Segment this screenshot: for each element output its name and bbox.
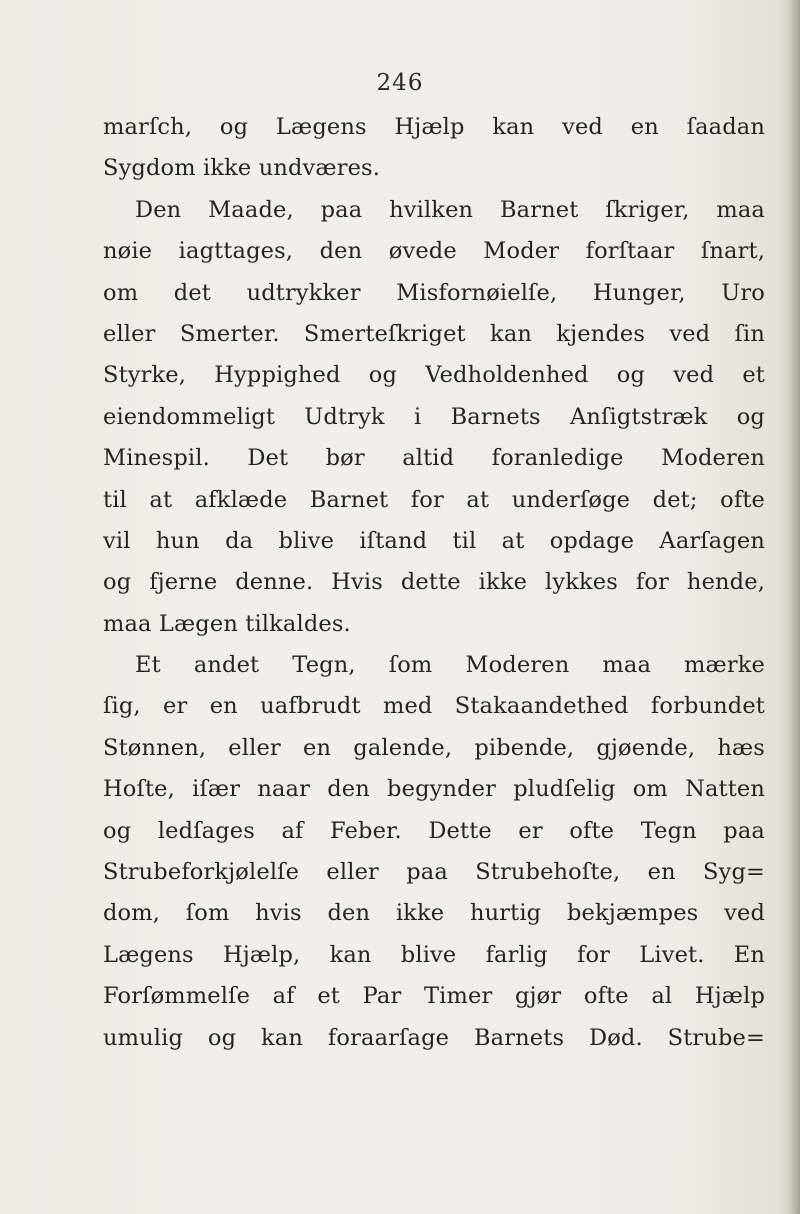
text-line: eiendommeligt Udtryk i Barnets Anſigtstræk og: [103, 403, 765, 430]
text-line: Strubeforkjølelſe eller paa Strubehoſte, en Syg=: [103, 859, 765, 886]
text-line: og ledſages af Feber. Dette er ofte Tegn paa: [103, 817, 765, 844]
text-line: til at afklæde Barnet for at underſøge det; ofte: [103, 486, 765, 513]
text-line: Den Maade, paa hvilken Barnet ſkriger, maa: [135, 196, 765, 223]
text-line: og fjerne denne. Hvis dette ikke lykkes for hende,: [103, 569, 765, 596]
text-line: nøie iagttages, den øvede Moder forſtaar ſnart,: [103, 238, 765, 265]
text-line: Sygdom ikke undværes.: [103, 155, 381, 182]
text-line: Minespil. Det bør altid foranledige Moderen: [103, 445, 765, 472]
text-line: Hoſte, iſær naar den begynder pludſelig om Natten: [103, 776, 765, 803]
text-line: Et andet Tegn, ſom Moderen maa mærke: [135, 652, 765, 679]
text-line: ſig, er en uafbrudt med Stakaandethed forbundet: [103, 693, 765, 720]
text-line: eller Smerter. Smerteſkriget kan kjendes ved ſin: [103, 320, 765, 347]
text-line: om det udtrykker Misfornøielſe, Hunger, Uro: [103, 279, 765, 306]
body-text: [103, 107, 765, 1059]
page-number: 246: [376, 70, 424, 96]
text-line: dom, ſom hvis den ikke hurtig bekjæmpes ved: [103, 900, 765, 927]
text-line: Styrke, Hyppighed og Vedholdenhed og ved et: [103, 362, 765, 389]
page-edge-shadow: [786, 0, 800, 1214]
text-line: Stønnen, eller en galende, pibende, gjøende, hæs: [103, 734, 765, 761]
text-line: Forſømmelſe af et Par Timer gjør ofte al Hjælp: [103, 983, 765, 1010]
text-line: Lægens Hjælp, kan blive farlig for Livet. En: [103, 941, 765, 968]
text-line: maa Lægen tilkaldes.: [103, 610, 351, 637]
text-line: marſch, og Lægens Hjælp kan ved en ſaadan: [103, 114, 765, 140]
text-line: vil hun da blive iſtand til at opdage Aarſagen: [103, 527, 765, 554]
text-line: umulig og kan foraarſage Barnets Død. Strube=: [103, 1024, 765, 1051]
